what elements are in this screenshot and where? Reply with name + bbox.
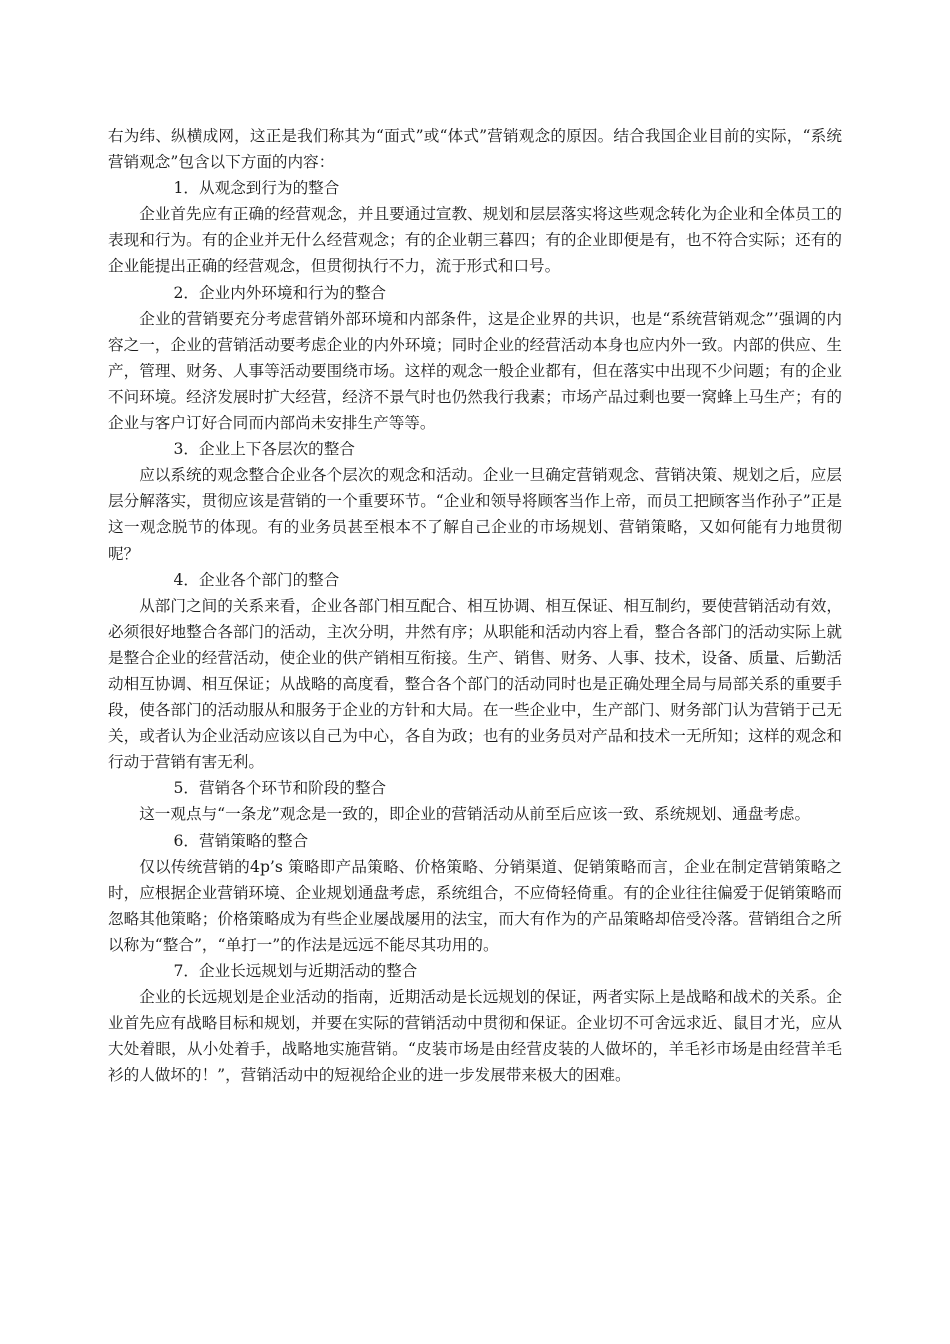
section-heading-3: 3．企业上下各层次的整合 [173, 440, 355, 459]
section-heading-5: 5．营销各个环节和阶段的整合 [173, 779, 387, 798]
section-heading-6: 6．营销策略的整合 [173, 831, 309, 850]
section-body-6: 仅以传统营销的4p’s 策略即产品策略、价格策略、分销渠道、促销策略而言，企业在制定营销策略之时，应根据企业营销环境、企业规划通盘考虑，系统组合，不应倚轻倚重。有的企业往往偏爱于促销策略而忽略其他策略；价格策略成为有些企业屡战屡用的法宝，而大有作为的产品策略却倍受冷落。营销组合之所以称为“整合”，“单打一”的作法是远远不能尽其功用的。 [108, 857, 842, 954]
section-body-1: 企业首先应有正确的经营观念，并且要通过宣教、规划和层层落实将这些观念转化为企业和全体员工的表现和行为。有的企业并无什么经营观念；有的企业朝三暮四；有的企业即便是有，也不符合实际；还有的企业能提出正确的经营观念，但贯彻执行不力，流于形式和口号。 [108, 205, 842, 276]
section-heading-7: 7．企业长远规划与近期活动的整合 [173, 962, 418, 980]
intro-paragraph: 右为纬、纵横成网，这正是我们称其为“面式”或“体式”营销观念的原因。结合我国企业目前的实际，“系统营销观念”包含以下方面的内容： [108, 127, 842, 172]
section-body-2: 企业的营销要充分考虑营销外部环境和内部条件，这是企业界的共识，也是“系统营销观念”’强调的内容之一，企业的营销活动要考虑企业的内外环境；同时企业的经营活动本身也应内外一致。内部的供应、生产，管理、财务、人事等活动要围绕市场。这样的观念一般企业都有，但在落实中出现不少问题；有的企业不问环境。经济发展时扩大经营，经济不景气时也仍然我行我素；市场产品过剩也要一窝蜂上马生产；有的企业与客户订好合同而内部尚未安排生产等等。 [108, 309, 842, 433]
document-body [108, 123, 842, 1088]
section-heading-2: 2．企业内外环境和行为的整合 [173, 283, 387, 302]
section-body-7: 企业的长远规划是企业活动的指南，近期活动是长远规划的保证，两者实际上是战略和战术的关系。企业首先应有战略目标和规划，并要在实际的营销活动中贯彻和保证。企业切不可舍远求近、鼠目才光，应从大处着眼，从小处着手，战略地实施营销。“皮装市场是由经营皮装的人做坏的，羊毛衫市场是由经营羊毛衫的人做坏的！”，营销活动中的短视给企业的进一步发展带来极大的困难。 [108, 988, 842, 1085]
section-heading-4: 4．企业各个部门的整合 [173, 570, 340, 589]
section-body-5: 这一观点与“一条龙”观念是一致的，即企业的营销活动从前至后应该一致、系统规划、通盘考虑。 [139, 805, 811, 824]
section-body-4: 从部门之间的关系来看，企业各部门相互配合、相互协调、相互保证、相互制约，要使营销活动有效，必须很好地整合各部门的活动，主次分明，井然有序；从职能和活动内容上看，整合各部门的活动实际上就是整合企业的经营活动，使企业的供产销相互衔接。生产、销售、财务、人事、技术，设备、质量、后勤活动相互协调、相互保证；从战略的高度看，整合各个部门的活动同时也是正确处理全局与局部关系的重要手段，使各部门的活动服从和服务于企业的方针和大局。在一些企业中，生产部门、财务部门认为营销于己无关，或者认为企业活动应该以自己为中心，各自为政；也有的业务员对产品和技术一无所知；这样的观念和行动于营销有害无利。 [108, 596, 842, 772]
section-body-3: 应以系统的观念整合企业各个层次的观念和活动。企业一旦确定营销观念、营销决策、规划之后，应层层分解落实，贯彻应该是营销的一个重要环节。“企业和领导将顾客当作上帝，而员工把顾客当作孙子”正是这一观念脱节的体现。有的业务员甚至根本不了解自己企业的市场规划、营销策略，又如何能有力地贯彻呢？ [108, 466, 842, 563]
section-heading-1: 1．从观念到行为的整合 [173, 179, 340, 198]
